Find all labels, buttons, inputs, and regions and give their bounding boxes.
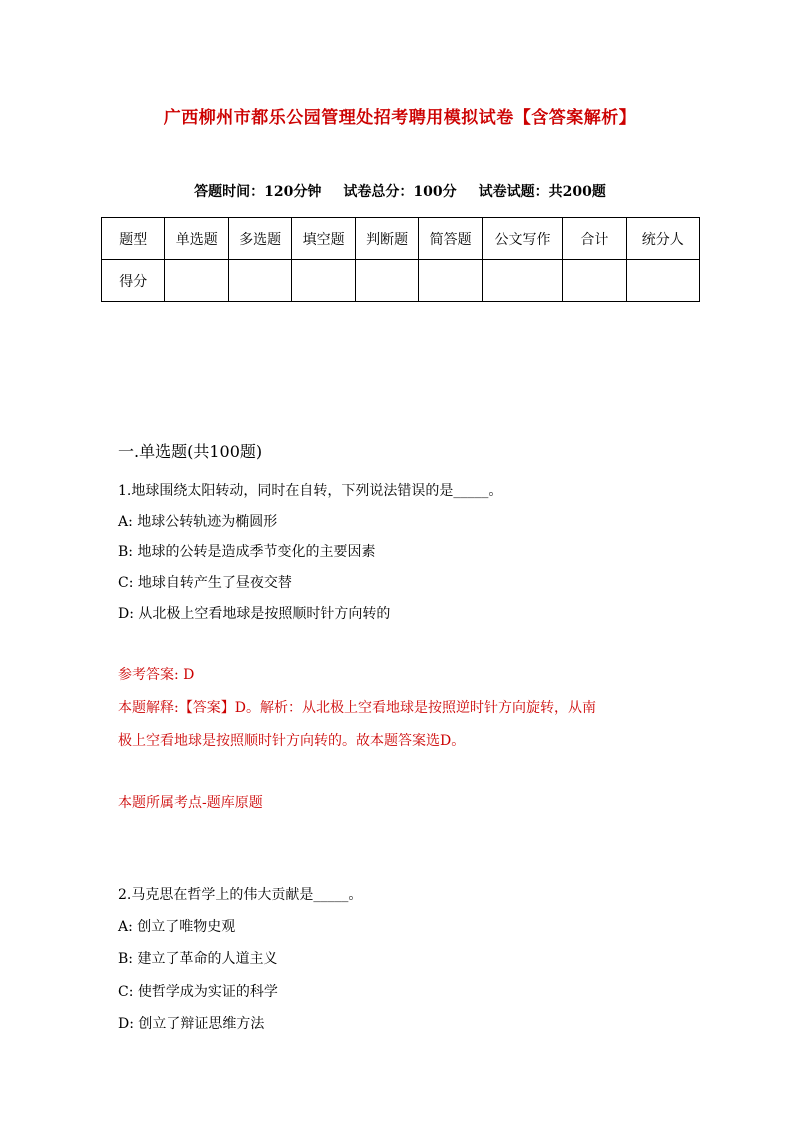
score-cell: [292, 260, 355, 302]
score-cell: [419, 260, 482, 302]
score-table: [101, 217, 700, 302]
exam-total-score: 试卷总分：100分: [343, 184, 457, 200]
header-cell-judge: 判断题: [355, 218, 418, 260]
score-cell: [626, 260, 699, 302]
question-2-option-c: C: 使哲学成为实证的科学: [118, 984, 278, 1000]
score-cell: [165, 260, 228, 302]
question-1-knowledge-point: 本题所属考点-题库原题: [118, 795, 263, 811]
score-table-header-row: [102, 218, 700, 260]
header-cell-short: 简答题: [419, 218, 482, 260]
score-row-label: 得分: [102, 260, 165, 302]
exam-title: 广西柳州市都乐公园管理处招考聘用模拟试卷【含答案解析】: [163, 108, 637, 128]
header-cell-single: 单选题: [165, 218, 228, 260]
question-2-option-a: A: 创立了唯物史观: [118, 919, 236, 935]
exam-total-questions: 试卷试题：共200题: [478, 184, 606, 200]
header-cell-multi: 多选题: [228, 218, 291, 260]
header-cell-fill: 填空题: [292, 218, 355, 260]
section-title: 一.单选题(共100题): [118, 442, 263, 461]
score-table-score-row: [102, 260, 700, 302]
question-2-stem: 2.马克思在哲学上的伟大贡献是_____。: [118, 887, 363, 903]
score-cell: [355, 260, 418, 302]
question-1-stem: 1.地球围绕太阳转动，同时在自转，下列说法错误的是_____。: [118, 483, 503, 499]
header-cell-total: 合计: [563, 218, 626, 260]
question-1-explanation-line1: 本题解释:【答案】D。解析：从北极上空看地球是按照逆时针方向旋转，从南: [118, 700, 596, 716]
header-cell-type: 题型: [102, 218, 165, 260]
score-cell: [563, 260, 626, 302]
question-1-option-b: B: 地球的公转是造成季节变化的主要因素: [118, 544, 376, 560]
question-1-option-c: C: 地球自转产生了昼夜交替: [118, 575, 292, 591]
score-cell: [228, 260, 291, 302]
exam-time: 答题时间：120分钟: [194, 184, 322, 200]
header-cell-writing: 公文写作: [482, 218, 562, 260]
score-cell: [482, 260, 562, 302]
question-1-answer: 参考答案: D: [118, 667, 195, 683]
question-1-explanation-line2: 极上空看地球是按照顺时针方向转的。故本题答案选D。: [118, 733, 466, 749]
header-cell-grader: 统分人: [626, 218, 699, 260]
question-2-option-d: D: 创立了辩证思维方法: [118, 1016, 265, 1032]
exam-info: [0, 181, 800, 201]
question-1-option-a: A: 地球公转轨迹为椭圆形: [118, 514, 278, 530]
question-2-option-b: B: 建立了革命的人道主义: [118, 951, 278, 967]
question-1-option-d: D: 从北极上空看地球是按照顺时针方向转的: [118, 606, 391, 622]
